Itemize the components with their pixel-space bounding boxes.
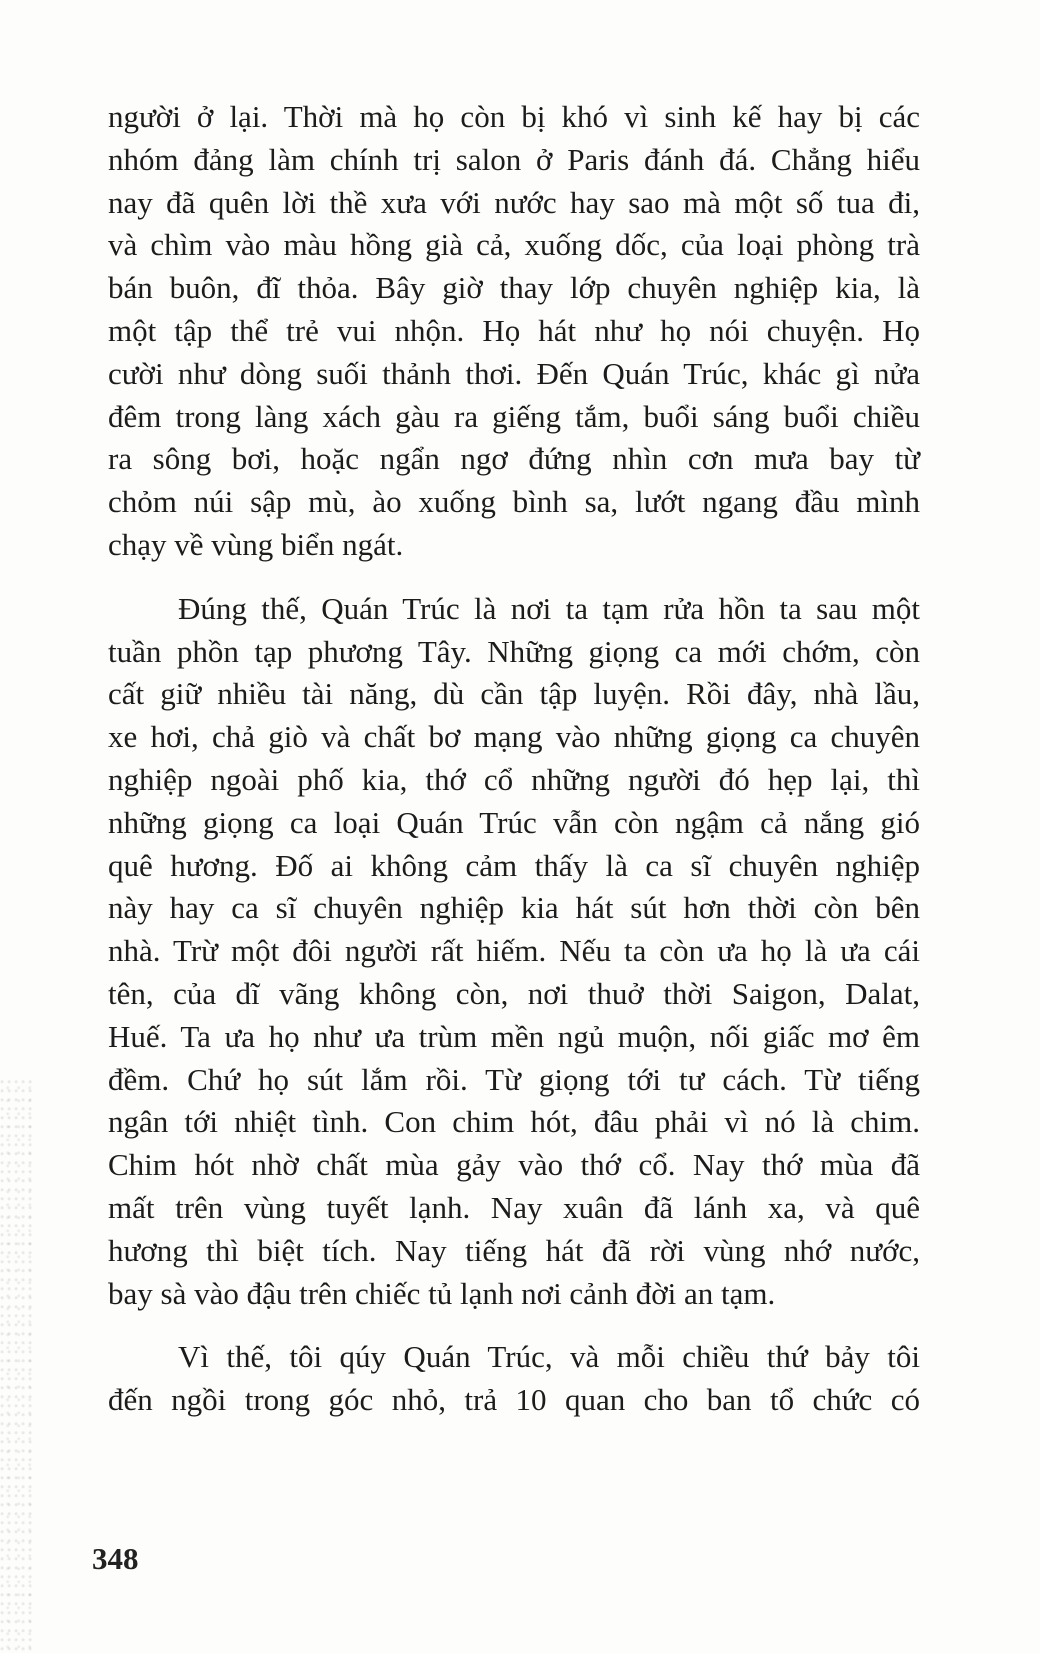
paragraph-1 [108, 96, 920, 567]
body-text [108, 96, 920, 1422]
text-line: Huế. Ta ưa họ như ưa trùm mền ngủ muộn, nối giấc mơ êm [108, 1018, 920, 1054]
text-line: hương thì biệt tích. Nay tiếng hát đã rời vùng nhớ nước, [108, 1232, 920, 1268]
text-line: nay đã quên lời thề xưa với nước hay sao mà một số tua đi, [108, 184, 920, 220]
text-line: một tập thể trẻ vui nhộn. Họ hát như họ nói chuyện. Họ [108, 312, 920, 348]
text-line: Chim hót nhờ chất mùa gảy vào thớ cổ. Nay thớ mùa đã [108, 1147, 920, 1183]
text-line: ngân tới nhiệt tình. Con chim hót, đâu phải vì nó là chim. [108, 1104, 920, 1140]
text-line: nhóm đảng làm chính trị salon ở Paris đánh đá. Chẳng hiểu [108, 141, 920, 177]
text-line: bán buôn, đĩ thỏa. Bây giờ thay lớp chuyên nghiệp kia, là [108, 270, 920, 306]
text-line: đềm. Chứ họ sút lắm rồi. Từ giọng tới tư cách. Từ tiếng [108, 1061, 920, 1097]
text-line: người ở lại. Thời mà họ còn bị khó vì sinh kế hay bị các [108, 99, 920, 134]
text-line: nhà. Trừ một đôi người rất hiếm. Nếu ta còn ưa họ là ưa cái [108, 933, 920, 969]
text-line: quê hương. Đố ai không cảm thấy là ca sĩ chuyên nghiệp [108, 847, 920, 883]
paragraph-3 [108, 1336, 920, 1422]
text-line: Đúng thế, Quán Trúc là nơi ta tạm rửa hồn ta sau một [178, 590, 920, 626]
text-line: này hay ca sĩ chuyên nghiệp kia hát sút hơn thời còn bên [108, 890, 920, 926]
text-line: chỏm núi sập mù, ào xuống bình sa, lướt ngang đầu mình [108, 484, 920, 520]
text-line: ra sông bơi, hoặc ngẩn ngơ đứng nhìn cơn mưa bay từ [108, 441, 920, 477]
text-line: nghiệp ngoài phố kia, thớ cổ những người đó hẹp lại, thì [108, 761, 920, 797]
text-line: đến ngồi trong góc nhỏ, trả 10 quan cho ban tổ chức có [108, 1382, 920, 1418]
text-line: và chìm vào màu hồng già cả, xuống dốc, của loại phòng trà [108, 227, 920, 263]
text-line: xe hơi, chả giò và chất bơ mạng vào những giọng ca chuyên [108, 719, 920, 755]
text-line: Vì thế, tôi qúy Quán Trúc, và mỗi chiều thứ bảy tôi [178, 1339, 920, 1375]
text-line: bay sà vào đậu trên chiếc tủ lạnh nơi cảnh đời an tạm. [108, 1275, 776, 1311]
paragraph-gap [108, 1315, 920, 1336]
text-line: chạy về vùng biển ngát. [108, 526, 404, 562]
text-line: cất giữ nhiều tài năng, dù cần tập luyện. Rồi đây, nhà lầu, [108, 676, 920, 712]
paragraph-2 [108, 588, 920, 1316]
paragraph-gap [108, 567, 920, 588]
text-line: cười như dòng suối thảnh thơi. Đến Quán Trúc, khác gì nửa [108, 355, 920, 391]
text-line: mất trên vùng tuyết lạnh. Nay xuân đã lánh xa, và quê [108, 1189, 920, 1225]
page-number: 348 [92, 1541, 139, 1576]
text-line: những giọng ca loại Quán Trúc vẫn còn ngậm cả nắng gió [108, 804, 920, 840]
text-line: tên, của dĩ vãng không còn, nơi thuở thời Saigon, Dalat, [108, 975, 920, 1011]
scan-edge-noise [0, 1080, 34, 1653]
text-line: đêm trong làng xách gàu ra giếng tắm, buổi sáng buổi chiều [108, 398, 920, 434]
text-line: tuần phồn tạp phương Tây. Những giọng ca mới chớm, còn [108, 633, 920, 669]
